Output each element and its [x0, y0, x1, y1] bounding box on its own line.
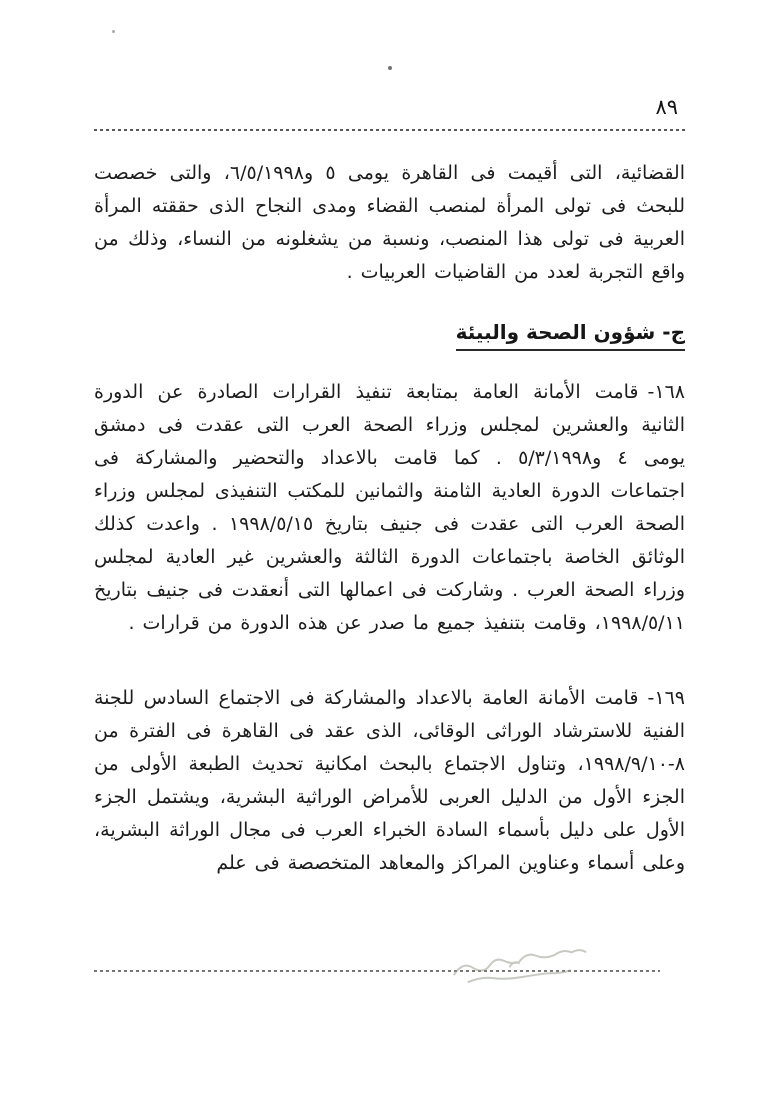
section-heading-row [94, 320, 685, 351]
page-number: ٨٩ [655, 95, 678, 119]
scan-speck [112, 30, 115, 33]
numbered-paragraph-168 [94, 376, 685, 640]
numbered-paragraph-169 [94, 682, 685, 880]
handwritten-annotation [449, 941, 601, 994]
intro-paragraph: القضائية، التى أقيمت فى القاهرة يومى ٥ و٦/٥/١٩٩٨، والتى خصصت للبحث فى تولى المرأة لمنصب القضاء ومدى النجاح الذى حققته المرأة العربية فى تولى هذا المنصب، ونسبة من يشغلونه من النساء، وذلك من واقع التجربة لعدد من القاضيات العربيات . [94, 162, 685, 283]
paragraph-number: ١٦٩- [647, 687, 685, 709]
paragraph-text: قامت الأمانة العامة بالاعداد والمشاركة فى الاجتماع السادس للجنة الفنية للاسترشاد الوراثى الوقائى، الذى عقد فى القاهرة فى الفترة من ٨-١٩٩٨/٩/١٠، وتناول الاجتماع بالبحث امكانية تحديث الطبعة الأولى من الجزء الأول من الدليل العربى للأمراض الوراثية البشرية، ويشتمل الجزء الأول على دليل بأسماء السادة الخبراء العرب فى مجال الوراثة البشرية، وعلى أسماء وعناوين المراكز والمعاهد المتخصصة فى علم [94, 687, 685, 874]
section-heading: ج- شؤون الصحة والبيئة [456, 320, 685, 351]
paragraph-text: قامت الأمانة العامة بمتابعة تنفيذ القرارات الصادرة عن الدورة الثانية والعشرين لمجلس وزراء الصحة العرب التى عقدت فى دمشق يومى ٤ و٥/٣/١٩٩٨ . كما قامت بالاعداد والتحضير والمشاركة فى اجتماعات الدورة العادية الثامنة والثمانين للمكتب التنفيذى لمجلس وزراء الصحة العرب التى عقدت فى جنيف بتاريخ ١٩٩٨/٥/١٥ . واعدت كذلك الوثائق الخاصة باجتماعات الدورة الثالثة والعشرين غير العادية لمجلس وزراء الصحة العرب . وشاركت فى اعمالها التى أنعقدت فى جنيف بتاريخ ١٩٩٨/٥/١١، وقامت بتنفيذ جميع ما صدر عن هذه الدورة من قرارات . [94, 381, 686, 634]
scan-speck [388, 66, 392, 70]
document-body [94, 130, 685, 880]
paragraph-number: ١٦٨- [647, 381, 685, 403]
